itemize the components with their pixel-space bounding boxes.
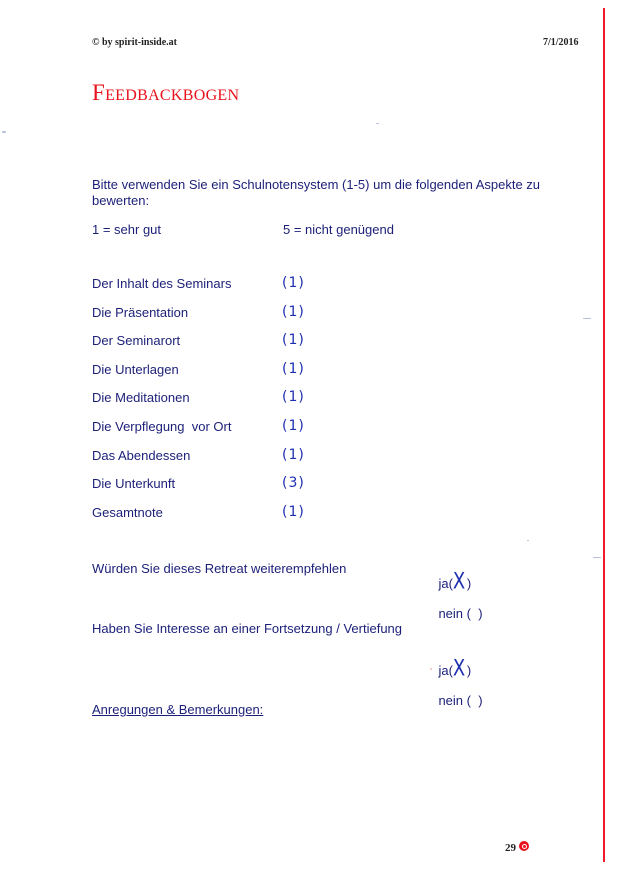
scale-worst-label: 5 = nicht genügend: [283, 222, 394, 237]
scan-speck: [2, 131, 6, 133]
rating-label: Die Unterlagen: [92, 361, 179, 377]
yes-label: ja(: [438, 663, 453, 678]
rating-value-field[interactable]: (3): [282, 475, 305, 492]
answer-recommend: [424, 561, 483, 636]
rating-row-inhalt: [92, 276, 352, 305]
yes-option-continuation[interactable]: [438, 655, 472, 682]
rating-value-field[interactable]: (1): [282, 417, 305, 434]
question-continuation: Haben Sie Interesse an einer Fortsetzung / Vertiefung: [92, 621, 403, 636]
brand-logo-icon: [519, 841, 529, 851]
rating-row-gesamtnote: [92, 505, 352, 534]
answer-continuation: [424, 648, 483, 723]
scan-speck: [583, 318, 591, 319]
document-date: 7/1/2016: [543, 37, 579, 48]
handwritten-x-mark: X: [452, 568, 466, 595]
copyright-notice: © by spirit-inside.at: [92, 37, 177, 48]
rating-label: Die Meditationen: [92, 390, 190, 406]
yes-checkbox[interactable]: [452, 655, 467, 682]
remarks-heading: Anregungen & Bemerkungen:: [92, 702, 264, 717]
yes-checkbox[interactable]: [452, 568, 467, 595]
rating-row-verpflegung: [92, 419, 352, 448]
rating-label: Der Inhalt des Seminars: [92, 276, 232, 291]
rating-label: Gesamtnote: [92, 504, 163, 520]
scan-speck: [430, 668, 432, 670]
rating-label: Die Präsentation: [92, 304, 189, 320]
rating-row-unterkunft: [92, 476, 352, 505]
margin-line: [603, 8, 605, 862]
page-number: 29: [505, 842, 516, 854]
ratings-list: [92, 276, 352, 533]
no-option-continuation[interactable]: nein ( ): [438, 693, 483, 708]
instructions-text: Bitte verwenden Sie ein Schulnotensystem (1-5) um die folgenden Aspekte zu bewerten:: [92, 177, 541, 208]
rating-label: Das Abendessen: [92, 447, 191, 463]
rating-value-field[interactable]: (1): [282, 275, 305, 291]
remarks-field[interactable]: [92, 725, 552, 825]
rating-label: Die Unterkunft: [92, 476, 176, 492]
rating-value-field[interactable]: (1): [282, 332, 305, 349]
page-title: Feedbackbogen: [92, 80, 240, 105]
handwritten-x-mark: X: [452, 655, 466, 682]
rating-row-abendessen: [92, 448, 352, 477]
rating-label: Die Verpflegung vor Ort: [92, 418, 232, 434]
rating-value-field[interactable]: (1): [282, 389, 305, 406]
yes-close-paren: ): [466, 663, 472, 678]
no-option-recommend[interactable]: nein ( ): [438, 606, 483, 621]
scan-speck: [527, 540, 529, 541]
rating-value-field[interactable]: (1): [282, 446, 305, 463]
rating-value-field[interactable]: (1): [282, 303, 305, 320]
rating-row-unterlagen: [92, 362, 352, 391]
question-recommend: Würden Sie dieses Retreat weiterempfehlen: [92, 561, 347, 576]
scan-speck: [593, 557, 601, 558]
rating-label: Der Seminarort: [92, 333, 181, 349]
scan-speck: [376, 123, 379, 124]
rating-value-field[interactable]: (1): [282, 360, 305, 377]
scale-best-label: 1 = sehr gut: [92, 222, 162, 237]
yes-label: ja(: [438, 576, 453, 591]
rating-row-seminarort: [92, 333, 352, 362]
yes-option-recommend[interactable]: [438, 568, 472, 595]
rating-value-field[interactable]: (1): [282, 503, 305, 520]
rating-row-meditationen: [92, 390, 352, 419]
yes-close-paren: ): [466, 576, 472, 591]
rating-row-praesentation: [92, 305, 352, 334]
